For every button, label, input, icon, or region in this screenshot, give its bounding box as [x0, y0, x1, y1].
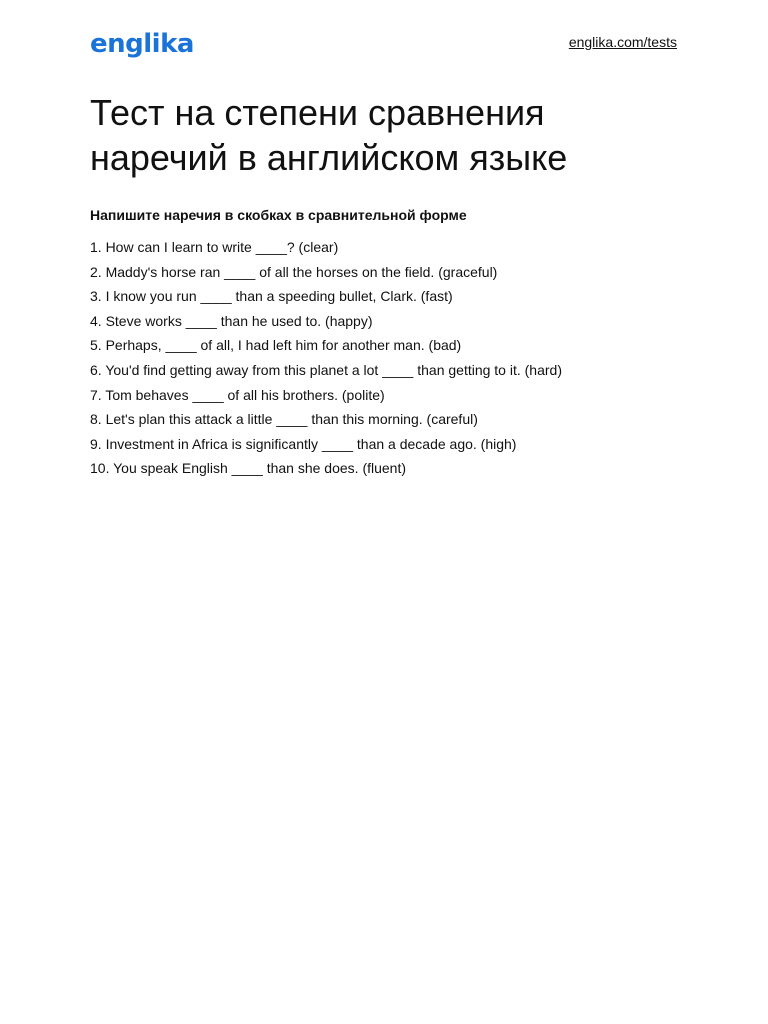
question-item: 4. Steve works ____ than he used to. (happy)	[90, 312, 373, 329]
question-item: 7. Tom behaves ____ of all his brothers. (polite)	[90, 386, 385, 403]
question-item: 8. Let's plan this attack a little ____ than this morning. (careful)	[90, 411, 478, 428]
page-title: Тест на степени сравнения наречий в английском языке	[90, 92, 568, 178]
instruction-text: Напишите наречия в скобках в сравнительной форме	[90, 207, 467, 223]
question-item: 5. Perhaps, ____ of all, I had left him for another man. (bad)	[90, 337, 462, 354]
question-list	[90, 235, 690, 481]
question-item: 3. I know you run ____ than a speeding bullet, Clark. (fast)	[90, 288, 453, 305]
question-item: 6. You'd find getting away from this planet a lot ____ than getting to it. (hard)	[90, 361, 562, 378]
tests-link[interactable]: englika.com/tests	[568, 34, 677, 50]
question-item: 9. Investment in Africa is significantly ____ than a decade ago. (high)	[90, 435, 517, 452]
question-item: 2. Maddy's horse ran ____ of all the horses on the field. (graceful)	[90, 263, 498, 280]
question-item: 10. You speak English ____ than she does. (fluent)	[90, 460, 407, 477]
englika-logo[interactable]: englika	[90, 29, 194, 59]
question-item: 1. How can I learn to write ____? (clear)	[90, 239, 339, 255]
